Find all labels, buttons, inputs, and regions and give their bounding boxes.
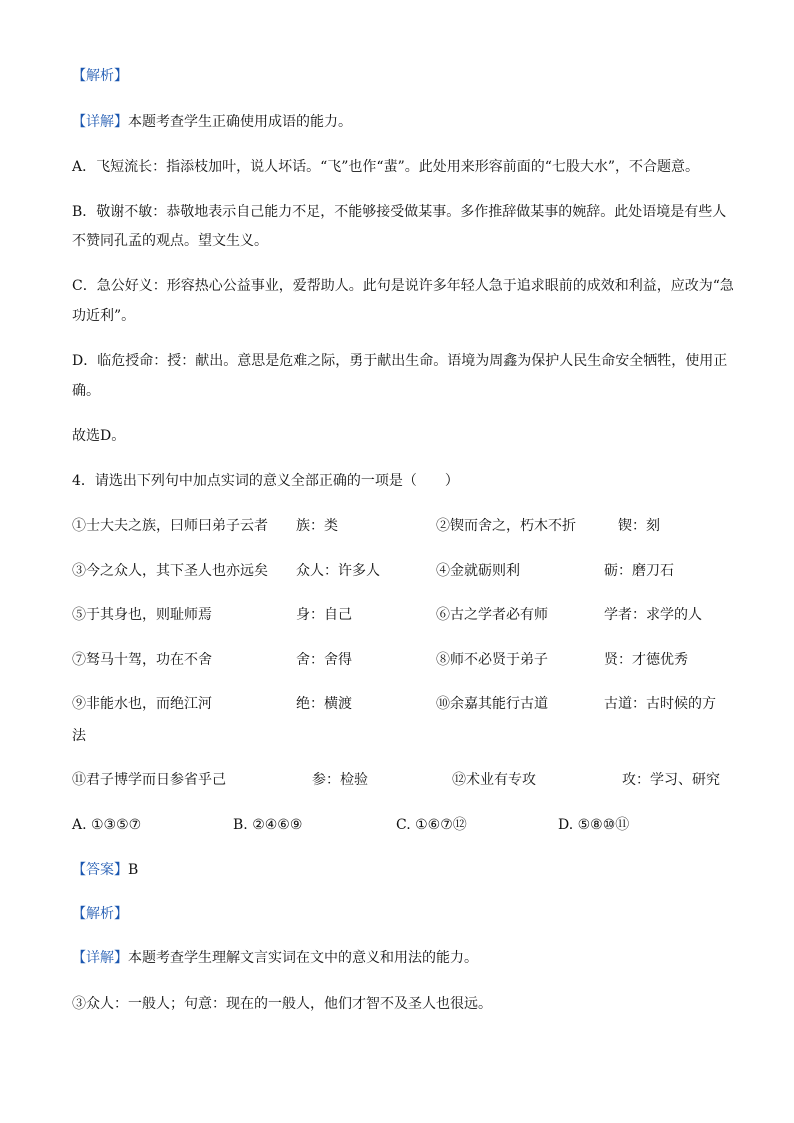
option-a-explanation: A．飞短流长：指添枝加叶，说人坏话。“飞”也作“蜚”。此处用来形容前面的“七股大水”，不合题意。 [72, 159, 700, 175]
gloss-4: 砺：磨刀石 [604, 563, 674, 579]
sentence-11: ⑪君子博学而日参省乎己 [72, 772, 226, 788]
answer-value: B [128, 862, 139, 878]
gloss-12: 攻：学习、研究 [622, 772, 720, 788]
gloss-10: 古道：古时候的方 [604, 696, 716, 712]
sentence-10: ⑩余嘉其能行古道 [436, 696, 548, 712]
analysis-heading-2: 【解析】 [72, 906, 128, 922]
sentence-12: ⑫术业有专攻 [452, 772, 536, 788]
sentence-2: ②锲而舍之，朽木不折 [436, 518, 576, 534]
gloss-3: 众人：许多人 [296, 563, 380, 579]
analysis-heading: 【解析】 [72, 68, 128, 84]
sentence-6: ⑥古之学者必有师 [436, 607, 548, 623]
option-b-explanation-line1: B．敬谢不敏：恭敬地表示自己能力不足，不能够接受做某事。多作推辞做某事的婉辞。此处语境是有些人 [72, 204, 727, 220]
sentence-1: ①士大夫之族，曰师曰弟子云者 [72, 518, 268, 534]
choice-a: A. ①③⑤⑦ [72, 817, 142, 833]
option-d-explanation-line2: 确。 [72, 383, 100, 399]
sentence-3: ③今之众人，其下圣人也亦远矣 [72, 563, 268, 579]
gloss-2: 锲：刻 [618, 518, 660, 534]
sentence-7: ⑦驽马十驾，功在不舍 [72, 652, 212, 668]
option-c-explanation-line2: 功近利”。 [72, 308, 136, 324]
answer-line [72, 860, 138, 880]
option-d-explanation-line1: D．临危授命：授：献出。意思是危难之际，勇于献出生命。语境为周鑫为保护人民生命安全牺牲，使用正 [72, 353, 728, 369]
choice-c: C. ①⑥⑦⑫ [396, 817, 467, 833]
explanation-item-3: ③众人：一般人；句意：现在的一般人，他们才智不及圣人也很远。 [72, 996, 492, 1012]
gloss-8: 贤：才德优秀 [604, 652, 688, 668]
choice-b: B. ②④⑥⑨ [233, 817, 303, 833]
gloss-11: 参：检验 [312, 772, 368, 788]
sentence-5: ⑤于其身也，则耻师焉 [72, 607, 212, 623]
detail-text-2: 本题考查学生理解文言实词在文中的意义和用法的能力。 [128, 950, 478, 966]
conclusion: 故选D。 [72, 428, 126, 444]
detail-line-2 [72, 948, 478, 968]
detail-tag-2: 【详解】 [72, 950, 128, 966]
gloss-6: 学者：求学的人 [604, 607, 702, 623]
option-b-explanation-line2: 不赞同孔孟的观点。望文生义。 [72, 233, 268, 249]
gloss-7: 舍：舍得 [296, 652, 352, 668]
gloss-10-wrap: 法 [72, 728, 86, 744]
choice-d: D. ⑤⑧⑩⑪ [558, 817, 630, 833]
sentence-9: ⑨非能水也，而绝江河 [72, 696, 212, 712]
detail-tag: 【详解】 [72, 114, 128, 130]
sentence-8: ⑧师不必贤于弟子 [436, 652, 548, 668]
question-stem: 4．请选出下列句中加点实词的意义全部正确的一项是（ ） [72, 473, 459, 489]
detail-text: 本题考查学生正确使用成语的能力。 [128, 114, 352, 130]
gloss-9: 绝：横渡 [296, 696, 352, 712]
gloss-5: 身：自己 [296, 607, 352, 623]
answer-tag: 【答案】 [72, 862, 128, 878]
gloss-1: 族：类 [296, 518, 338, 534]
sentence-4: ④金就砺则利 [436, 563, 520, 579]
detail-line [72, 112, 352, 132]
option-c-explanation-line1: C．急公好义：形容热心公益事业，爱帮助人。此句是说许多年轻人急于追求眼前的成效和利益，应改为“急 [72, 278, 734, 294]
